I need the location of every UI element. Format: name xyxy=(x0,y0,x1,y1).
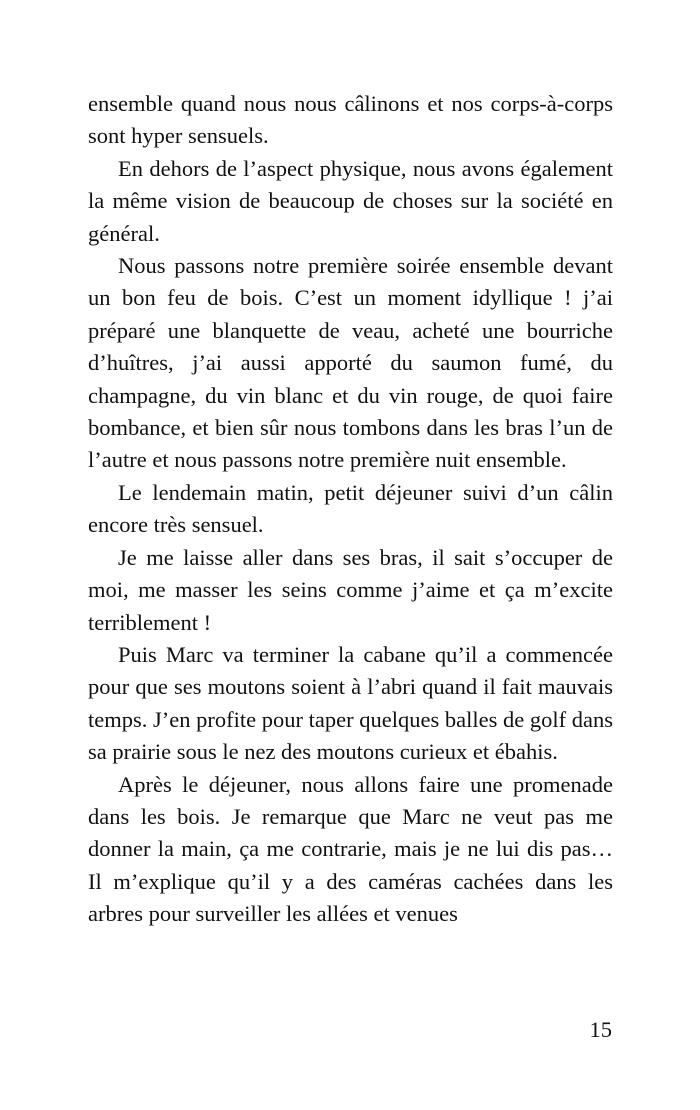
paragraph-5: Je me laisse aller dans ses bras, il sait s’occuper de moi, me masser les seins comme j’aime et ça m’excite terriblement ! xyxy=(88,544,613,635)
paragraph-3: Nous passons notre première soirée ensemble devant un bon feu de bois. C’est un moment idyllique ! j’ai préparé une blanquette de veau, acheté une bourriche d’huîtres, j’ai aussi apporté du saumon fumé, du champagne, du vin blanc et du vin rouge, de quoi faire bombance, et bien sûr nous tombons dans les bras l’un de l’autre et nous passons notre première nuit ensemble. xyxy=(88,253,613,473)
paragraph-2: En dehors de l’aspect physique, nous avons également la même vision de beaucoup de choses sur la société en général. xyxy=(88,155,613,246)
body-text xyxy=(88,88,613,931)
page-number: 15 xyxy=(589,1017,612,1042)
paragraph-1: ensemble quand nous nous câlinons et nos corps-à-corps sont hyper sensuels. xyxy=(88,91,613,149)
paragraph-6: Puis Marc va terminer la cabane qu’il a commencée pour que ses moutons soient à l’abri quand il fait mauvais temps. J’en profite pour taper quelques balles de golf dans sa prairie sous le nez des moutons curieux et ébahis. xyxy=(88,641,613,765)
paragraph-4: Le lendemain matin, petit déjeuner suivi d’un câlin encore très sensuel. xyxy=(88,479,613,538)
paragraph-7: Après le déjeuner, nous allons faire une promenade dans les bois. Je remarque que Marc ne veut pas me donner la main, ça me contrarie, mais je ne lui dis pas… Il m’explique qu’il y a des caméras cachées dans les arbres pour surveiller les allées et venues xyxy=(88,771,613,927)
